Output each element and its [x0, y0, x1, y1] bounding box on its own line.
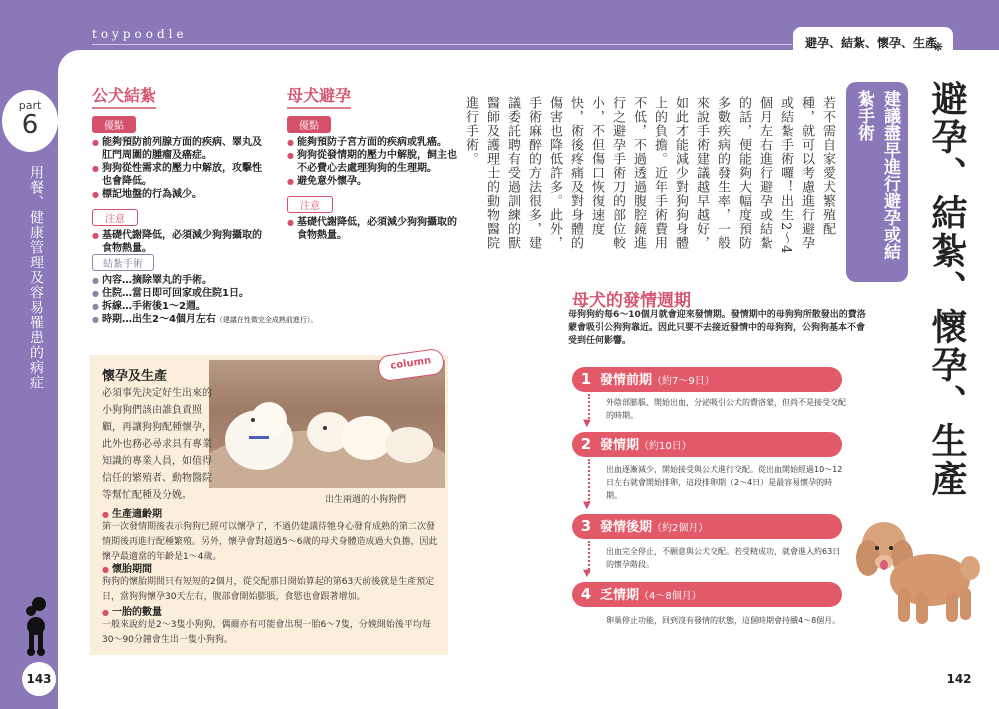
neuter-pros-tag: 優點 — [92, 116, 136, 133]
vertical-body-text: 若不需自家愛犬繁殖配種，就可以考慮進行避孕或結紮手術囉！出生2〜4個月左右進行避孕或結紮的話，便能夠大幅度預防多數疾病的發生率，一般來說手術建議越早越好，如此才能減少對狗狗身體上的負擔。近年手術費用不低，不過透過腹腔鏡進行之避孕手術刀的部位較小，不但傷口恢復速度快，術後疼痛及對身體的傷害也降低許多。此外，手術麻醉的方法很多，建議委託聘有受過訓練的獸醫師及護理士的動物醫院進行手術。 — [463, 96, 835, 255]
stage-name: 發情期 — [600, 438, 640, 453]
header-rule — [92, 44, 792, 45]
spay-title: 母犬避孕 — [287, 83, 351, 109]
stage-1-desc: 外陰部膨脹、開始出血，分泌吸引公犬的費洛蒙，但尚不是接受交配的時期。 — [606, 398, 846, 420]
stage-1-bar — [572, 367, 842, 392]
part-bubble — [2, 90, 58, 152]
arrow-down-icon: ▼ — [583, 500, 591, 511]
poodle-silhouette-icon — [22, 596, 52, 656]
column-body: 必須事先決定好生出來的小狗狗們該由誰負責照顧，再讓狗狗配種懷孕，此外也務必尋求具有專業知識的專業人員，如值得信任的繁殖者、動物醫院等幫忙配種及分娩。 — [102, 388, 212, 501]
column-sub-3 — [102, 603, 442, 648]
neuter-cons-tag: 注意 — [92, 209, 138, 226]
list-item: ● 能夠預防前列腺方面的疾病、睪丸及肛門周圍的腫瘤及癌症。 — [92, 136, 262, 162]
column-title: 懷孕及生產 — [102, 369, 168, 384]
column-badge: column — [377, 348, 446, 383]
spay-pros-tag: 優點 — [287, 116, 331, 133]
spay-cons-list — [287, 216, 459, 242]
part-label: part — [18, 99, 42, 112]
stage-4-desc: 卵巢停止功能，回到沒有發情的狀態，這個時期會持續4〜8個月。 — [606, 616, 841, 625]
list-item: ● 住院…當日即可回家或住院1日。 — [92, 287, 352, 300]
column-sub-2 — [102, 560, 442, 605]
surgery-tag: 結紮手術 — [92, 254, 154, 271]
arrow-down-icon: ▼ — [583, 568, 591, 579]
spay-pros-list — [287, 136, 459, 188]
stage-duration: （4〜8個月） — [639, 591, 702, 602]
list-item: ● 基礎代謝降低，必須減少狗狗攝取的食物熱量。 — [92, 229, 262, 255]
neuter-title: 公犬結紮 — [92, 83, 156, 109]
stage-2-desc: 出血逐漸減少，開始接受與公犬進行交配。從出血開始經過10〜12日左右就會開始排卵，這段排卵期（2〜4日）是最容易懷孕的時期。 — [606, 465, 843, 500]
column-sub-1 — [102, 505, 442, 565]
arrow-down-icon: ▼ — [583, 418, 591, 429]
stage-duration: （約7〜9日） — [652, 376, 715, 387]
suggest-box — [846, 82, 908, 282]
list-item: ● 能夠預防子宮方面的疾病或乳癌。 — [287, 136, 459, 149]
chapter-title: 用餐、健康管理及容易罹患的病症 — [28, 165, 44, 390]
poodle-photo — [850, 518, 985, 628]
neuter-pros-list — [92, 136, 262, 201]
spay-cons-tag: 注意 — [287, 196, 333, 213]
stage-4-bar — [572, 582, 842, 607]
surgery-note: （建議在性徵完全成熟前進行）。 — [215, 316, 318, 324]
surgery-list — [92, 274, 352, 327]
list-item: ● 標記地盤的行為減少。 — [92, 188, 262, 201]
stage-name: 乏情期 — [600, 588, 640, 603]
stage-number: 4 — [580, 585, 592, 603]
sub-title: ● 一胎的數量 — [102, 603, 442, 618]
list-item: ● 拆線…手術後1〜2週。 — [92, 300, 352, 313]
list-item: ● 時期…出生2〜4個月左右（建議在性徵完全成熟前進行）。 — [92, 313, 352, 327]
page-number-right: 142 — [942, 662, 976, 696]
part-number: 6 — [21, 110, 39, 140]
suggest-text: 建議盡早進行避孕或結紮手術 — [854, 90, 900, 260]
stage-number: 2 — [580, 435, 592, 453]
surgery-section — [92, 252, 352, 327]
sub-text: 狗狗的懷胎期間只有短短的2個月，從交配那日開始算起的第63天前後就是生產預定日，當狗狗懷孕30天左右，腹部會開始膨脹，食慾也會跟著增加。 — [102, 577, 435, 602]
list-item: ● 避免意外懷孕。 — [287, 175, 459, 188]
stage-3-desc: 出血完全停止，不願意與公犬交配。若受精成功，就會進入約63日的懷孕階段。 — [606, 547, 841, 569]
stage-name: 發情後期 — [600, 520, 653, 535]
sub-text: 一般來說約是2〜3隻小狗狗，偶爾亦有可能會出現一胎6〜7隻，分娩開始後平均每30〜90分鐘會生出一隻小狗狗。 — [102, 620, 431, 645]
list-item: ● 狗狗從性需求的壓力中解放，攻擊性也會降低。 — [92, 162, 262, 188]
estrus-intro: 母狗狗約每6〜10個月就會迎來發情期。發情期中的母狗狗所散發出的費洛蒙會吸引公狗狗靠近。因此只要不去接近發情中的母狗狗，公狗狗基本不會受到任何影響。 — [568, 310, 866, 346]
section-tab: 避孕、結紮、懷孕、生產 — [793, 27, 953, 59]
brand-label: toypoodle — [92, 27, 188, 41]
stage-3-bar — [572, 514, 842, 539]
list-item: ● 狗狗從發情期的壓力中解脫，飼主也不必費心去處理狗狗的生理期。 — [287, 149, 459, 175]
sub-text: 第一次發情期後表示狗狗已經可以懷孕了，不過仍建議待牠身心發育成熟的第二次發情期後再進行配種繁殖。另外，懷孕會對超過5〜6歲的母犬身體造成過大負擔，因此懷孕最適當的年齡是1〜4歲。 — [102, 522, 438, 562]
stage-name: 發情前期 — [600, 373, 653, 388]
paw-icon: ❋ — [933, 40, 944, 54]
main-title: 避孕、結紮、懷孕、生產 — [926, 80, 967, 498]
stage-number: 1 — [580, 370, 592, 388]
stage-number: 3 — [580, 517, 592, 535]
photo-caption: 出生兩週的小狗狗們 — [325, 495, 407, 505]
page-number-left: 143 — [22, 662, 56, 696]
stage-duration: （約10日） — [639, 441, 692, 452]
estrus-title: 母犬的發情週期 — [572, 291, 691, 311]
stage-2-bar — [572, 432, 842, 457]
sub-title: ● 懷胎期間 — [102, 560, 442, 575]
list-item: ● 基礎代謝降低，必須減少狗狗攝取的食物熱量。 — [287, 216, 459, 242]
sub-title: ● 生產適齡期 — [102, 505, 442, 520]
spay-section — [287, 83, 459, 242]
neuter-section — [92, 83, 262, 255]
puppies-photo — [209, 360, 445, 488]
stage-duration: （約2個月） — [652, 523, 709, 534]
list-item: ● 內容…摘除睪丸的手術。 — [92, 274, 352, 287]
stage-connector — [588, 459, 590, 503]
